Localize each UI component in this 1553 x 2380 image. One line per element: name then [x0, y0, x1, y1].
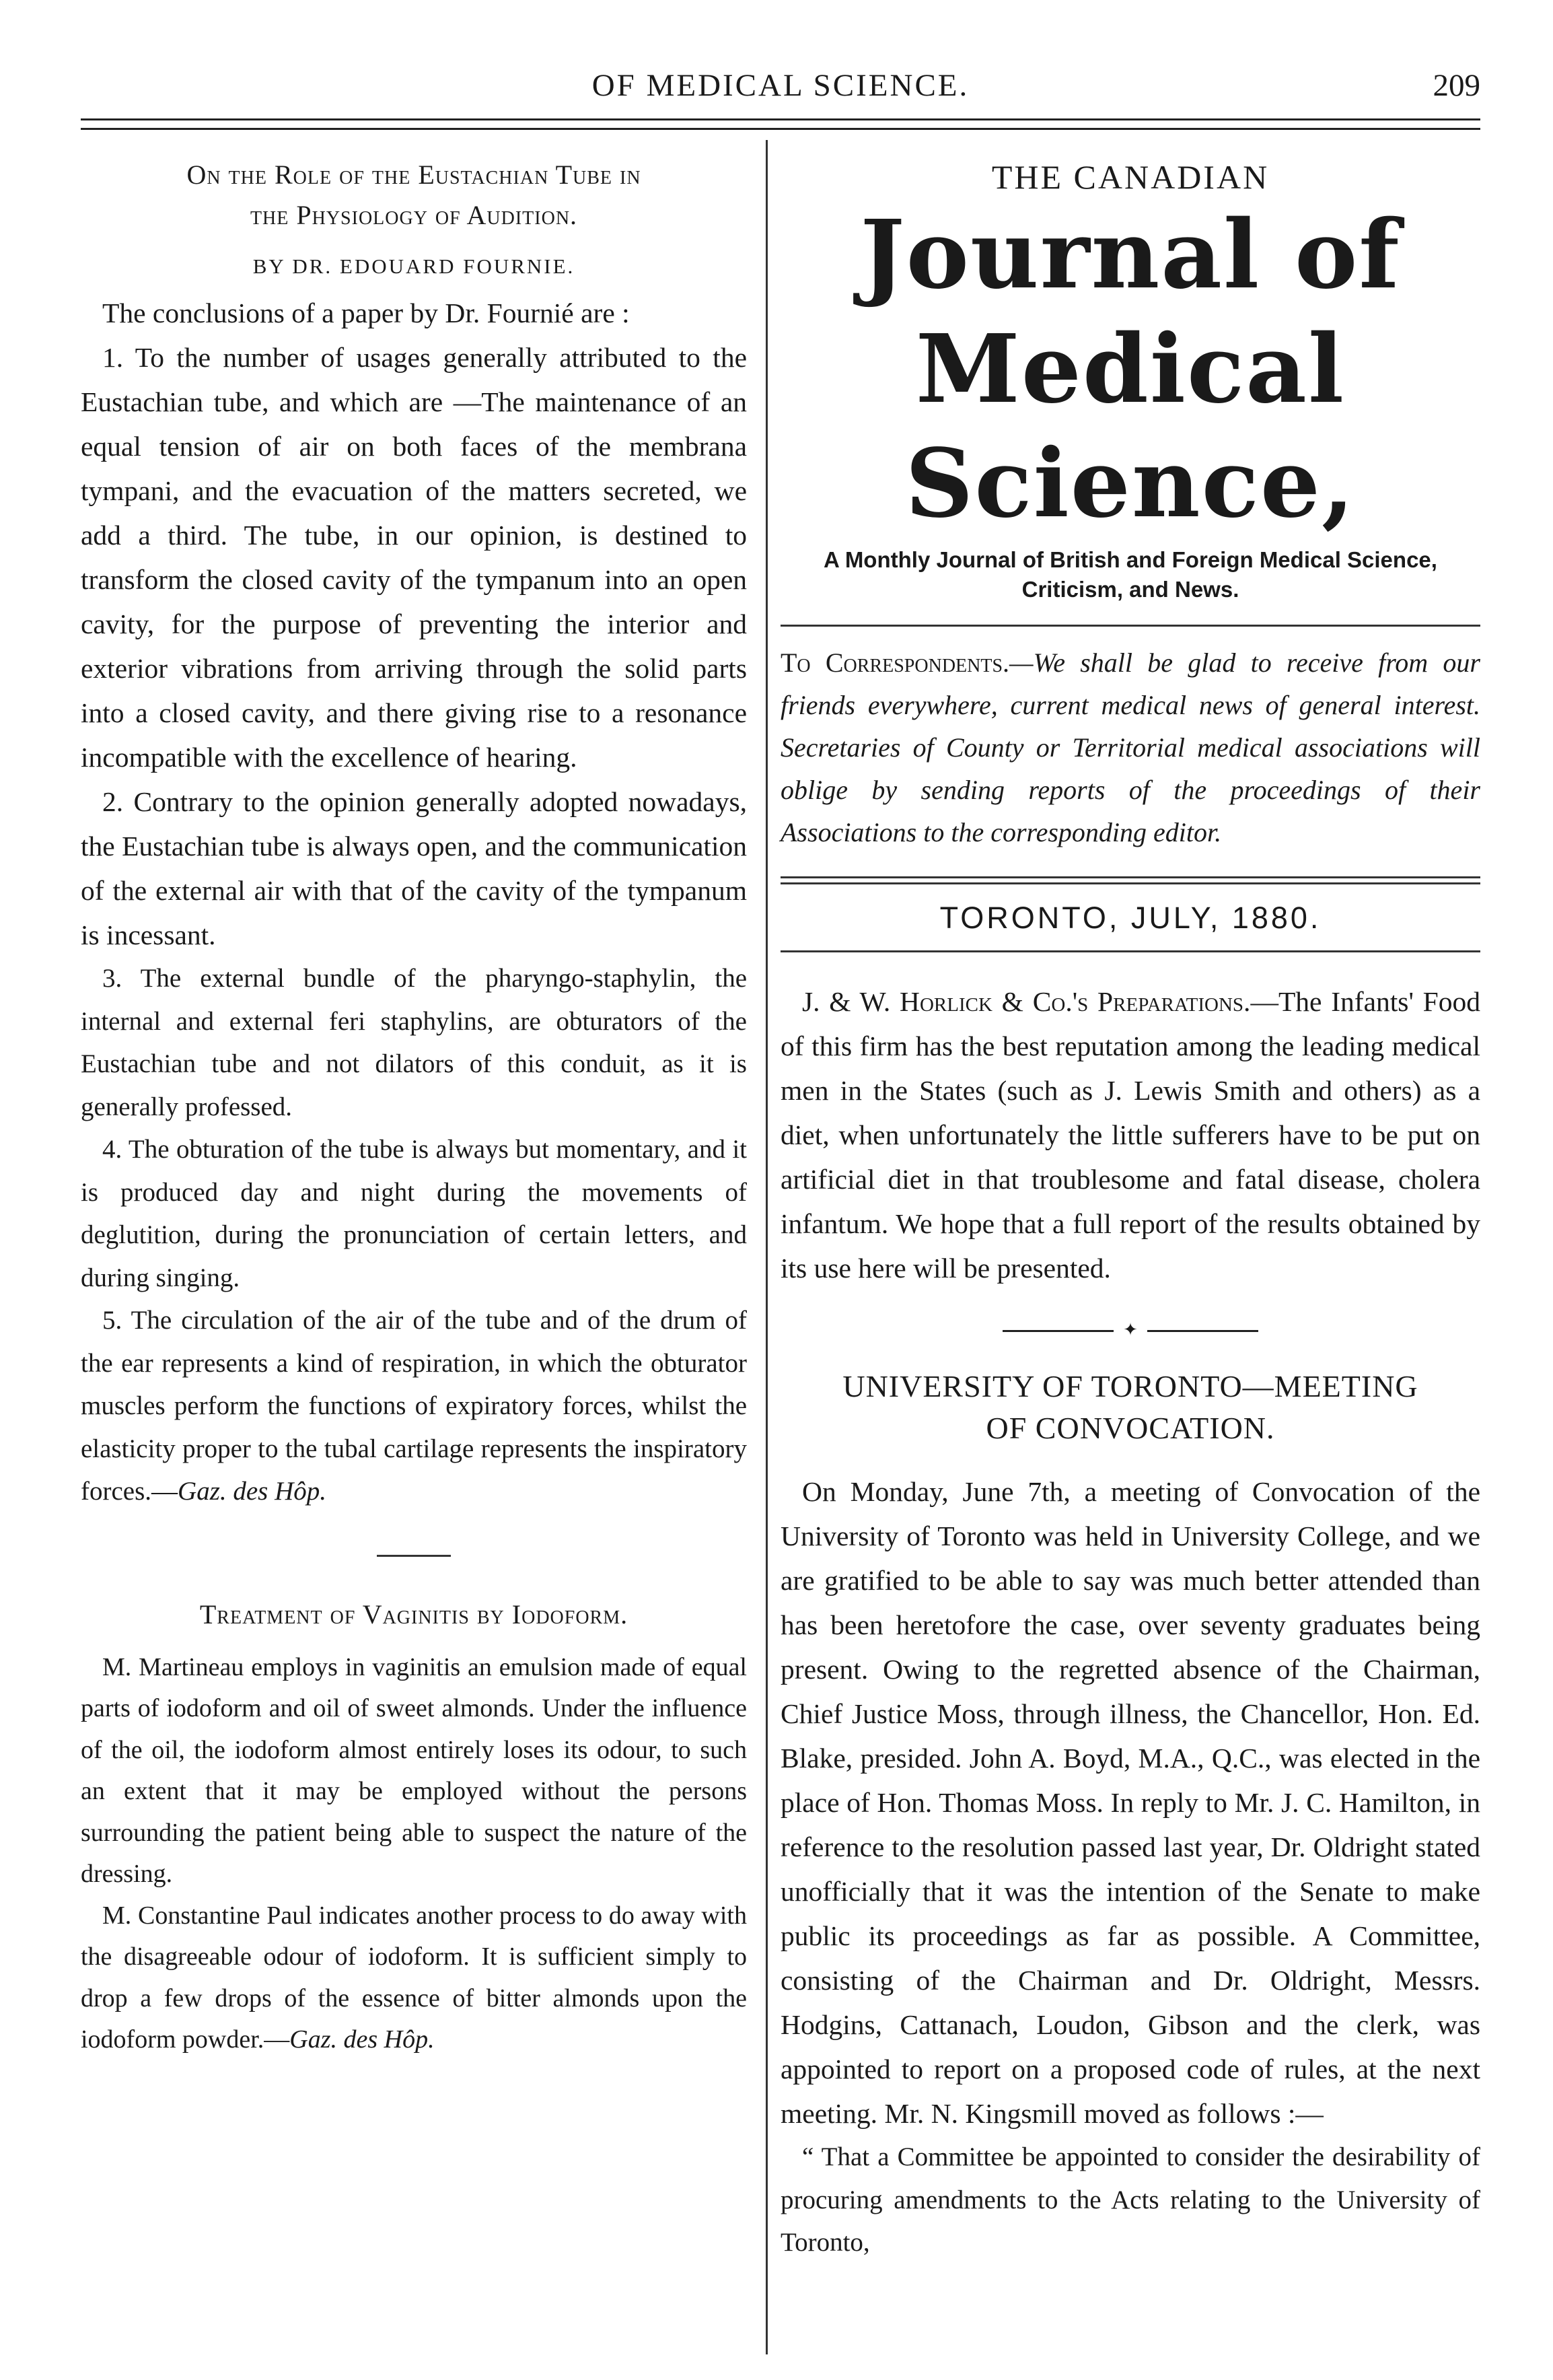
- column-divider: [766, 140, 768, 2354]
- correspondents-lead: To Correspondents.: [781, 648, 1010, 678]
- university-paragraph-1: On Monday, June 7th, a meeting of Convocation of the University of Toronto was held in University College, and we are gratified to be able to say was much better attended than has been heretofore the case, over seventy graduates being present. Owing to the regretted absence of the Chairman, Chief Justice Moss, through illness, the Chancellor, Hon. Ed. Blake, presided. John A. Boyd, M.A., Q.C., was elected in the place of Hon. Thomas Moss. In reply to Mr. J. C. Hamilton, in reference to the resolution passed last year, Dr. Oldright stated unofficially that it was the intention of the Senate to make public its proceedings as far as possible. A Committee, consisting of the Chairman and Dr. Oldright, Messrs. Hodgins, Cattanach, Loudon, Gibson and the clerk, was appointed to report on a proposed code of rules, at the next meeting. Mr. N. Kingsmill moved as follows :—: [781, 1476, 1480, 2129]
- running-head: [81, 67, 1480, 108]
- conclusion-5: [81, 1299, 747, 1513]
- dateline-rule-lower: [781, 950, 1480, 952]
- article-heading-eustachian: [81, 155, 747, 236]
- correspondents-notice: [781, 641, 1480, 853]
- university-heading: [781, 1366, 1480, 1449]
- dateline: TORONTO, JULY, 1880.: [939, 901, 1322, 935]
- page-number: 209: [1433, 68, 1480, 103]
- masthead-line1: THE CANADIAN: [991, 158, 1270, 196]
- conclusion-4: 4. The obturation of the tube is always but momentary, and it is produced day and night during the movements of deglutition, during the pronunciation of certain letters, and during singing.: [81, 1135, 747, 1292]
- dateline-rule-upper: [781, 876, 1480, 884]
- section-separator: [377, 1555, 451, 1557]
- vaginitis-paragraph-2-text: M. Constantine Paul indicates another process to do away with the disagreeable odour of iodoform. It is sufficient simply to drop a few drops of the essence of bitter almonds upon the iodoform powder.—: [81, 1901, 747, 2054]
- ornament-icon: ✦: [1114, 1319, 1147, 1341]
- right-column: [781, 155, 1480, 2264]
- conclusion-2: 2. Contrary to the opinion generally adopted nowadays, the Eustachian tube is always open, and the communication of the external air with that of the cavity of the tympanum is incessant.: [81, 786, 747, 950]
- horlick-text: —The Infants' Food of this firm has the best reputation among the leading medical men in the States (such as J. Lewis Smith and others) as a diet, when unfortunately the little sufferers have to be put on artificial diet in that troublesome and fatal disease, cholera infantum. We hope that a full report of the results obtained by its use here will be presented.: [781, 986, 1480, 1284]
- conclusion-1: 1. To the number of usages generally attributed to the Eustachian tube, and which are —The maintenance of an equal tension of air on both faces of the membrana tympani, and the evacuation of the matters secreted, we add a third. The tube, in our opinion, is destined to transform the closed cavity of the tympanum into an open cavity, for the purpose of preventing the interior and exterior vibrations from arriving through the solid parts into a closed cavity, and there giving rise to a resonance incompatible with the excellence of hearing.: [81, 342, 747, 773]
- article-heading-vaginitis: Treatment of Vaginitis by Iodoform.: [199, 1599, 628, 1630]
- header-rule-upper: [81, 118, 1480, 120]
- left-column: [81, 155, 747, 2061]
- masthead-title: Journal of Medical Science,: [860, 200, 1401, 539]
- university-heading-line: UNIVERSITY OF TORONTO—MEETING: [842, 1369, 1418, 1403]
- masthead-rule: [781, 625, 1480, 627]
- conclusion-5-text: 5. The circulation of the air of the tube and of the drum of the ear represents a kind of respiration, in which the obturator muscles perform the functions of expiratory forces, whilst the elasticity proper to the tubal cartilage represents the inspiratory forces.—: [81, 1306, 747, 1506]
- running-title: OF MEDICAL SCIENCE.: [591, 68, 970, 103]
- article-intro: The conclusions of a paper by Dr. Fournié are :: [102, 298, 630, 328]
- horlick-paragraph: [781, 979, 1480, 1290]
- vaginitis-paragraph-2: [81, 1895, 747, 2061]
- article-heading-line: the Physiology of Audition.: [250, 200, 578, 230]
- source-citation: Gaz. des Hôp.: [178, 1477, 327, 1506]
- university-paragraph-2: “ That a Committee be appointed to consider the desirability of procuring amendments to the Acts relating to the University of Toronto,: [781, 2142, 1480, 2257]
- horlick-heading: J. & W. Horlick & Co.'s Preparations.: [802, 986, 1251, 1017]
- source-citation: Gaz. des Hôp.: [289, 2025, 435, 2054]
- ornamental-rule: [1003, 1320, 1258, 1339]
- university-heading-line: OF CONVOCATION.: [986, 1411, 1275, 1445]
- correspondents-text: —We shall be glad to receive from our friends everywhere, current medical news of general interest. Secretaries of County or Territorial medical associations will oblige by sending reports of the proceedings of their Associations to the corresponding editor.: [781, 648, 1480, 847]
- article-byline: BY DR. EDOUARD FOURNIE.: [252, 254, 575, 278]
- vaginitis-paragraph-1: M. Martineau employs in vaginitis an emulsion made of equal parts of iodoform and oil of sweet almonds. Under the influence of the oil, the iodoform almost entirely loses its odour, to such an extent that it may be employed without the persons surrounding the patient being able to suspect the nature of the dressing.: [81, 1652, 747, 1888]
- conclusion-3: 3. The external bundle of the pharyngo-staphylin, the internal and external feri staphylins, are obturators of the Eustachian tube and not dilators of this conduit, as it is generally professed.: [81, 964, 747, 1121]
- article-heading-line: On the Role of the Eustachian Tube in: [186, 160, 641, 190]
- header-rule-lower: [81, 128, 1480, 130]
- masthead-subtitle: A Monthly Journal of British and Foreign Medical Science, Criticism, and News.: [824, 547, 1437, 602]
